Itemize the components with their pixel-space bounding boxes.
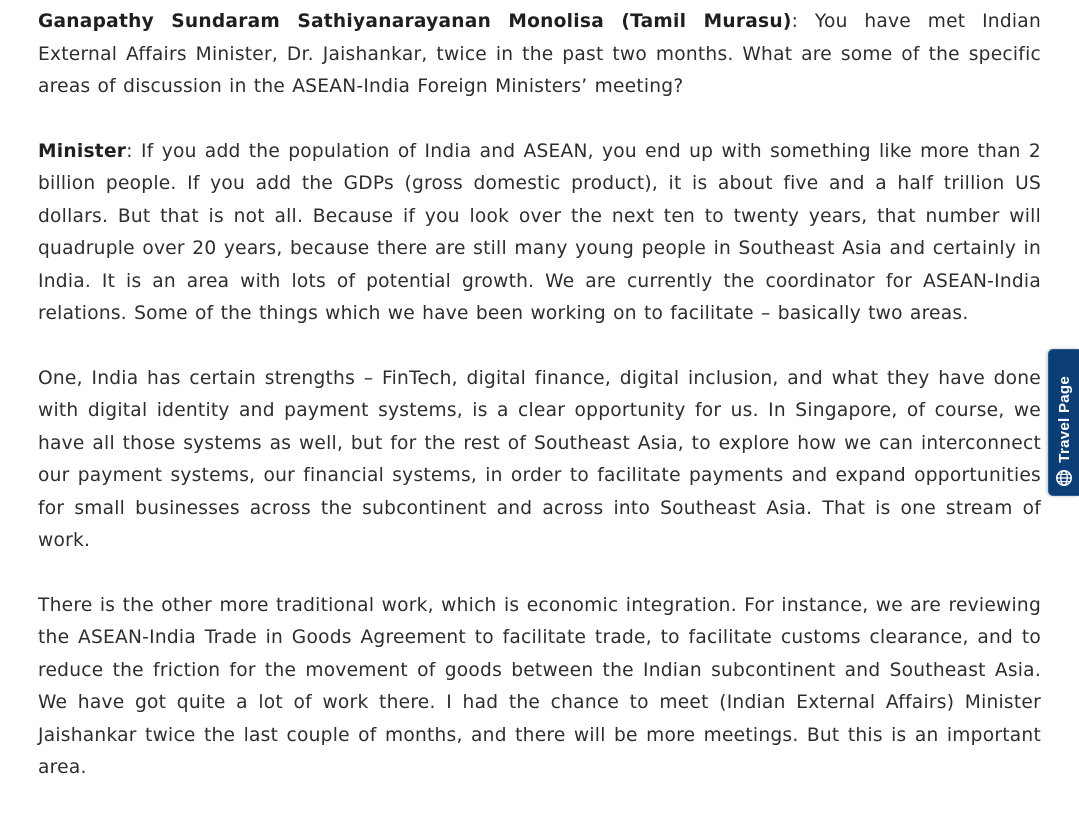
question-paragraph [38, 6, 1041, 104]
travel-page-tab[interactable] [1048, 349, 1079, 496]
globe-icon [1055, 469, 1073, 487]
speaker-name: Ganapathy Sundaram Sathiyanarayanan Monolisa (Tamil Murasu) [38, 11, 792, 32]
speaker-name: Minister [38, 140, 127, 162]
answer-paragraph-2: One, India has certain strengths – FinTech, digital finance, digital inclusion, and what they have done with digital identity and payment systems, is a clear opportunity for us. In Singapore, of course, we have all those systems as well, but for the rest of Southeast Asia, to explore how we can interconnect our payment systems, our financial systems, in order to facilitate payments and expand opportunities for small businesses across the subcontinent and across into Southeast Asia. That is one stream of work. [38, 367, 1041, 551]
answer-text: : If you add the population of India and ASEAN, you end up with something like more than 2 billion people. If you add the GDPs (gross domestic product), it is about five and a half trillion US dollars. But that is not all. Because if you look over the next ten to twenty years, that number will quadruple over 20 years, because there are still many young people in Southeast Asia and certainly in India. It is an area with lots of potential growth. We are currently the coordinator for ASEAN-India relations. Some of the things which we have been working on to facilitate – basically two areas. [38, 140, 1041, 324]
article-body [38, 6, 1041, 817]
question-text: : You have met Indian External Affairs Minister, Dr. Jaishankar, twice in the past two months. What are some of the specific areas of discussion in the ASEAN-India Foreign Ministers’ meeting? [38, 11, 1041, 97]
travel-page-label: Travel Page [1055, 376, 1073, 463]
answer-paragraph [38, 136, 1041, 331]
answer-paragraph-3: There is the other more traditional work, which is economic integration. For instance, we are reviewing the ASEAN-India Trade in Goods Agreement to facilitate trade, to facilitate customs clearance, and to reduce the friction for the movement of goods between the Indian subcontinent and Southeast Asia. We have got quite a lot of work there. I had the chance to meet (Indian External Affairs) Minister Jaishankar twice the last couple of months, and there will be more meetings. But this is an important area. [38, 594, 1041, 778]
